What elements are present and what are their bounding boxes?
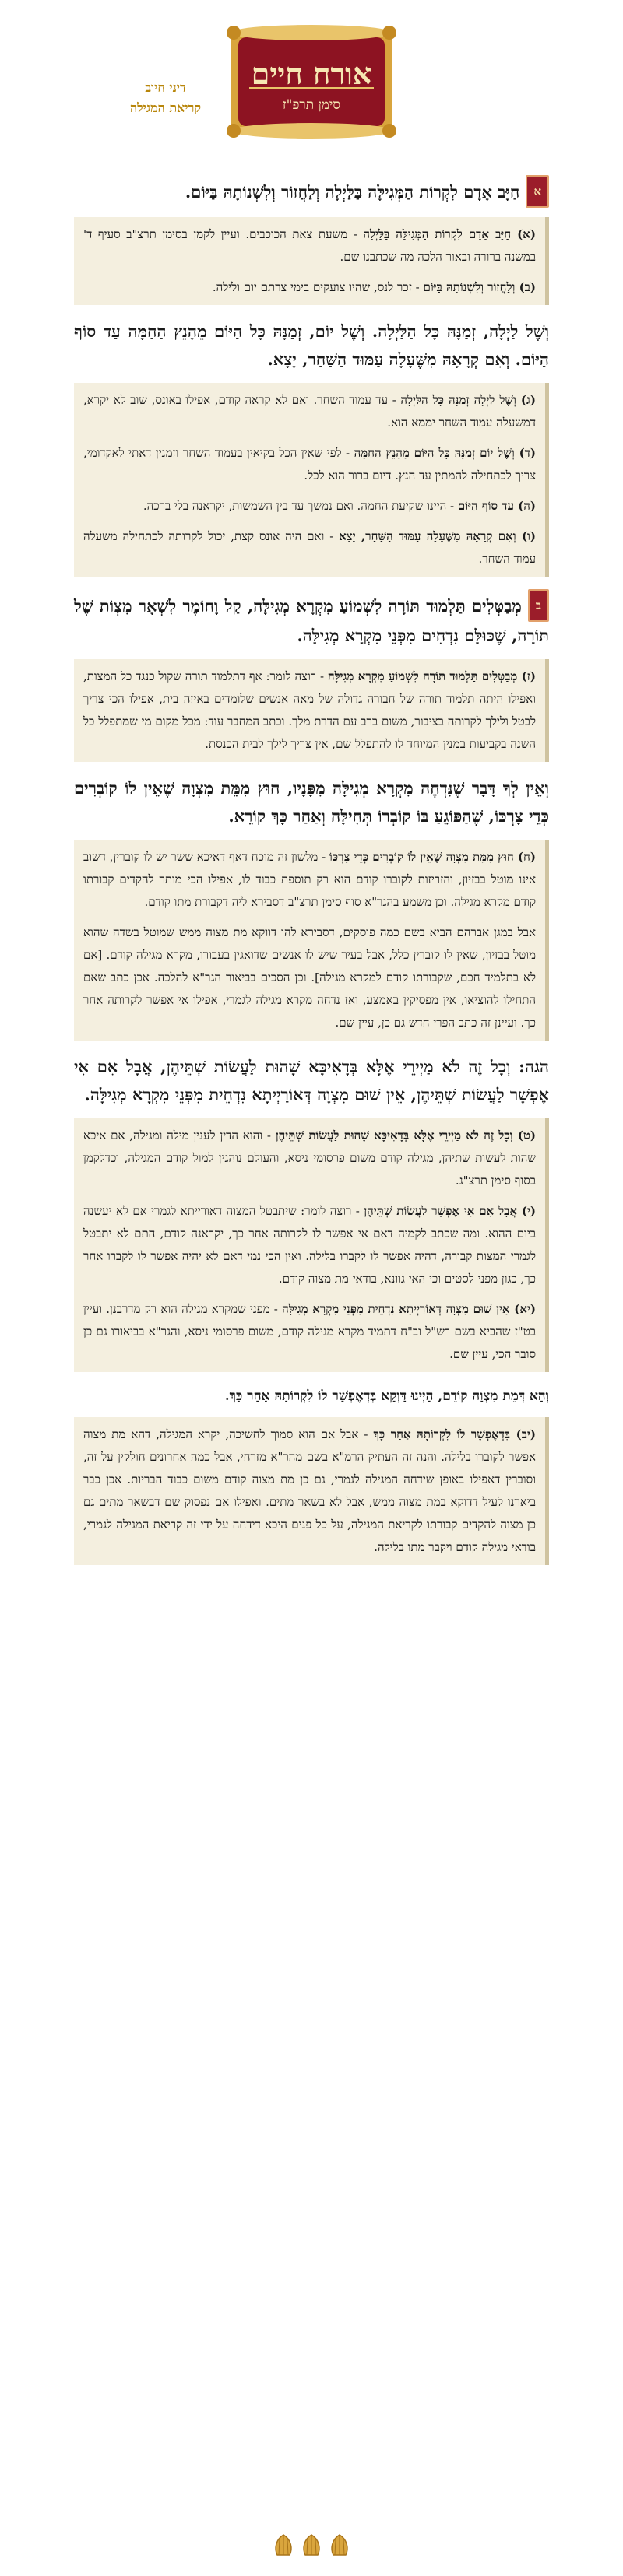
- commentary-paragraph: [83, 1298, 536, 1366]
- commentary-box: [74, 217, 549, 305]
- commentary-paragraph: [83, 442, 536, 487]
- commentary-box: [74, 1118, 549, 1372]
- topic-label-line2: קריאת המגילה: [129, 100, 202, 115]
- banner-title: אורח חיים: [251, 56, 372, 91]
- commentary-heading: (ג) וְשֶׁל לַיְלָה זְמַנָּהּ כָּל הַלַּיְלָה: [400, 393, 536, 407]
- commentary-text: - אבל אם הוא סמוך לחשיכה, יקרא המגילה, דהא מת מצוה אפשר לקוברו בלילה. והנה זה העתיק הרמ"א בשם מהר"א מזרחי, אבל כמה אחרונים חולקין על זה, וסוברין דאפילו באופן שידחה המגילה לגמרי, גם כן מת מצוה קודם משום כבוד הבריות. אכן כבר ביארנו לעיל דדוקא במת מצוה ממש, אבל לא בשאר מתים. ואפילו אם נפסוק שם דבשאר מתים גם כן מצוה להקדים קבורתו לקריאת המגילה, על כל פנים היכא דידחה על ידי זה קריאת המגילה לגמרי, בודאי מגילה קודם ויקבר מתו בלילה.: [83, 1427, 536, 1554]
- halacha-section: [74, 318, 549, 577]
- banner-subtitle: סימן תרפ"ז: [282, 97, 341, 113]
- topic-label: [113, 78, 218, 118]
- shell-icon: [329, 2533, 350, 2558]
- topic-label-line1: דיני חיוב: [145, 80, 186, 95]
- commentary-paragraph: [83, 389, 536, 434]
- title-banner: [226, 23, 397, 140]
- commentary-text: - זכר לנס, שהיו צועקים בימי צרתם יום ולילה.: [212, 280, 424, 294]
- content: [74, 175, 549, 1578]
- commentary-text: - רוצה לומר: אף דתלמוד תורה שקול כנגד כל המצות, ואפילו היתה תלמוד תורה של חבורה גדולה של מאה אנשים שלומדים באיזה בית, אפילו הכי צריך לבטל ולילך לקרותה בציבור, משום ברב עם הדרת מלך. וכתב המחבר עוד: מכל מקום מי שמתפלל כל השנה בקביעות במנין המיוחד לו להתפלל שם, אין צריך לילך לבית הכנסת.: [83, 669, 536, 751]
- commentary-heading: (יב) בִּדְאֶפְשָׁר לוֹ לִקְרוֹתָהּ אַחַר כָּךְ: [373, 1427, 536, 1441]
- main-text-body: וְאֵין לְךָ דָּבָר שֶׁנִּדְחֶה מִקְרָא מְגִילָּה מִפָּנָיו, חוּץ מִמֵּת מִצְוָה שֶׁאֵין לוֹ קוֹבְרִים כְּדֵי צָרְכּוֹ, שֶׁהַפּוֹגֵעַ בּוֹ קוֹבְרוֹ תְּחִילָּה וְאַחַר כָּךְ קוֹרֵא.: [74, 778, 549, 826]
- commentary-paragraph: [83, 1423, 536, 1559]
- main-text-body: הגה: וְכָל זֶה לֹא מַיְירֵי אֶלָּא בְּדָאִיכָּא שָׁהוּת לַעֲשׂוֹת שְׁתֵּיהֶן, אֲבָל אִם אִי אֶפְשָׁר לַעֲשׂוֹת שְׁתֵּיהֶן, אֵין שׁוּם מִצְוָה דְּאוֹרַיְיתָא נִדְחֵית מִפְּנֵי מִקְרָא מְגִילָּה.: [74, 1057, 549, 1104]
- main-text-body: חַיָּב אָדָם לִקְרוֹת הַמְּגִילָּה בַּלַּיְלָה וְלַחֲזוֹר וְלִשְׁנוֹתָהּ בַּיּוֹם.: [185, 182, 520, 202]
- shell-icon: [301, 2533, 322, 2558]
- main-text: [74, 589, 549, 650]
- commentary-heading: (ז) מְבַטְּלִים תַּלְמוּד תּוֹרָה לִשְׁמוֹעַ מִקְרָא מְגִילָּה: [327, 669, 537, 683]
- commentary-heading: (ד) וְשֶׁל יוֹם זְמַנָּהּ כָּל הַיּוֹם מֵהָנֵץ הַחַמָּה: [354, 446, 536, 460]
- commentary-text: - רוצה לומר: שיתבטל המצוה דאורייתא לגמרי אם לא יעשנה ביום ההוא. ומה שכתב לקמיה דאם אי אפשר לו לקרותה אחר כך, יקראנה קודם, התם לא יתבטל לגמרי המצות קבורה, דהיה אפשר לו לקברו בלילה. ואין הכי נמי דאם לא יהיה אפשר לו לקברו אחר כך, כגון מפני לסטים וכי האי גוונא, בודאי מת מצוה קודם.: [83, 1204, 537, 1286]
- commentary-paragraph: [83, 525, 536, 570]
- commentary-box: [74, 659, 549, 762]
- commentary-text: - מלשון זה מוכח דאף דאיכא ששר יש לו קוברין, דשוב אינו מוטל בבזיון, והזריזות לקוברו קודם הוא רק תוספת כבוד לו, אפילו הכי מותר להקדים קבורתו קודם מקרא מגילה. וכן משמע בהגר"א סוף סימן תרצ"ב דסבירא ליה דקבורת מתו קודם.: [83, 850, 536, 909]
- main-text-body: וְשֶׁל לַיְלָה, זְמַנָּהּ כָּל הַלַּיְלָה. וְשֶׁל יוֹם, זְמַנָּהּ כָּל הַיּוֹם מֵהָנֵץ הַחַמָּה עַד סוֹף הַיּוֹם. וְאִם קְרָאָהּ מִשֶּׁעָלָה עַמּוּד הַשַּׁחַר, יָצָא.: [74, 321, 549, 369]
- commentary-paragraph: [83, 495, 536, 518]
- commentary-heading: (ח) חוּץ מִמֵּת מִצְוָה שֶׁאֵין לוֹ קוֹבְרִים כְּדֵי צָרְכּוֹ: [329, 850, 537, 864]
- main-text-body: מְבַטְּלִים תַּלְמוּד תּוֹרָה לִשְׁמוֹעַ מִקְרָא מְגִילָּה, קַל וָחוֹמֶר לִשְׁאָר מִצְוֹת שֶׁל תּוֹרָה, שֶׁכּוּלָּם נִדְחִים מִפְּנֵי מִקְרָא מְגִילָּה.: [74, 596, 549, 645]
- seif-badge: א: [526, 175, 549, 208]
- commentary-heading: (ב) וְלַחֲזוֹר וְלִשְׁנוֹתָהּ בַּיּוֹם: [423, 280, 536, 294]
- commentary-text: - היינו שקיעת החמה. ואם נמשך עד בין השמשות, יקראנה בלי ברכה.: [143, 499, 458, 513]
- commentary-paragraph: [83, 1200, 536, 1290]
- halacha-section: [74, 589, 549, 762]
- commentary-text: - עד עמוד השחר. ואם לא קראה קודם, אפילו באונס, שוב לא יקרא, דמשעלה עמוד השחר יממא הוא.: [83, 393, 536, 430]
- main-text: [74, 1053, 549, 1109]
- commentary-text: - והוא הדין לענין מילה ומגילה, אם איכא שהות לעשות שתיהן, מגילה קודם משום פרסומי ניסא, והעולם נוהגין למול קודם המגילה, וכדלקמן בסוף סימן תרצ"ג.: [83, 1128, 536, 1188]
- header: [0, 0, 623, 167]
- commentary-heading: (ה) עַד סוֹף הַיּוֹם: [457, 499, 536, 513]
- commentary-text: - ואם היה אונס קצת, יכול לקרותה לכתחילה משעלה עמוד השחר.: [83, 529, 536, 566]
- commentary-text: - לפי שאין הכל בקיאין בעמוד השחר וזמנין דאתי לאקדומי, צריך לכתחילה להמתין עד הנץ. דיום ברור הוא לכל.: [83, 446, 536, 483]
- commentary-text: - משעת צאת הכוכבים. ועיין לקמן בסימן תרצ"ב סעיף ד' במשנה ברורה ובאור הלכה מה שכתבנו שם.: [83, 227, 536, 264]
- commentary-heading: (א) חַיָּב אָדָם לִקְרוֹת הַמְּגִילָּה בַּלַּיְלָה: [363, 227, 536, 241]
- commentary-paragraph: [83, 665, 536, 756]
- commentary-heading: (ו) וְאִם קְרָאָהּ מִשֶּׁעָלָה עַמּוּד הַשַּׁחַר, יָצָא: [339, 529, 536, 543]
- commentary-paragraph: אבל במגן אברהם הביא בשם כמה פוסקים, דסבירא להו דווקא מת מצוה ממש שמוטל בשדה שהוא מוטל בבזיון, שאין לו קוברין כלל, אבל בעיר שיש לו אנשים שדואגין בעבורו, מקרא מגילה קודם. [אם לא בתלמיד חכם, שקבורתו קודם למקרא מגילה]. וכן הסכים בביאור הגר"א להלכה. אכן כתב שאם התחילו להוציאו, אין מפסיקין באמצע, ואז נדחה מקרא מגילה לגמרי, אפילו אי אפשר לקרותה אחר כך. ועיינן זה כתב הפרי חדש גם כן, עיין שם.: [83, 925, 536, 1030]
- main-text-body: וְהָא דְּמֵת מִצְוָה קוֹדֵם, הַיְינוּ דַּוְקָא בְּדְאֶפְשָׁר לוֹ לִקְרוֹתָהּ אַחַר כָּךְ.: [224, 1388, 549, 1404]
- commentary-box: [74, 1417, 549, 1565]
- main-text: [74, 175, 549, 208]
- seif-badge: ב: [528, 589, 549, 622]
- shell-icon: [273, 2533, 294, 2558]
- commentary-paragraph: [83, 276, 536, 299]
- halacha-section: [74, 1053, 549, 1372]
- commentary-heading: (ט) וְכָל זֶה לֹא מַיְירֵי אֶלָּא בְּדָאִיכָּא שָׁהוּת לַעֲשׂוֹת שְׁתֵּיהֶן: [275, 1128, 536, 1142]
- main-text: [74, 1385, 549, 1408]
- commentary-heading: (י) אֲבָל אִם אִי אֶפְשָׁר לַעֲשׂוֹת שְׁתֵּיהֶן: [364, 1204, 536, 1218]
- main-text: [74, 318, 549, 374]
- commentary-box: [74, 383, 549, 577]
- main-text: [74, 774, 549, 830]
- halacha-section: [74, 774, 549, 1041]
- commentary-heading: (יא) אֵין שׁוּם מִצְוָה דְּאוֹרַיְיתָא נִדְחֵית מִפְּנֵי מִקְרָא מְגִילָּה: [282, 1302, 536, 1316]
- commentary-paragraph: [83, 1125, 536, 1192]
- commentary-paragraph: [83, 846, 536, 914]
- footer-ornament: [273, 2533, 350, 2564]
- halacha-section: [74, 175, 549, 305]
- commentary-text: - מפני שמקרא מגילה הוא רק מדרבנן. ועיין בט"ז שהביא בשם רש"ל וב"ח דתמיד מקרא מגילה קודם, משום פרסומי ניסא, והגר"א בביאורו גם כן סובר הכי, עיין שם.: [83, 1302, 536, 1361]
- commentary-box: [74, 840, 549, 1041]
- halacha-section: [74, 1385, 549, 1565]
- commentary-paragraph: [83, 223, 536, 268]
